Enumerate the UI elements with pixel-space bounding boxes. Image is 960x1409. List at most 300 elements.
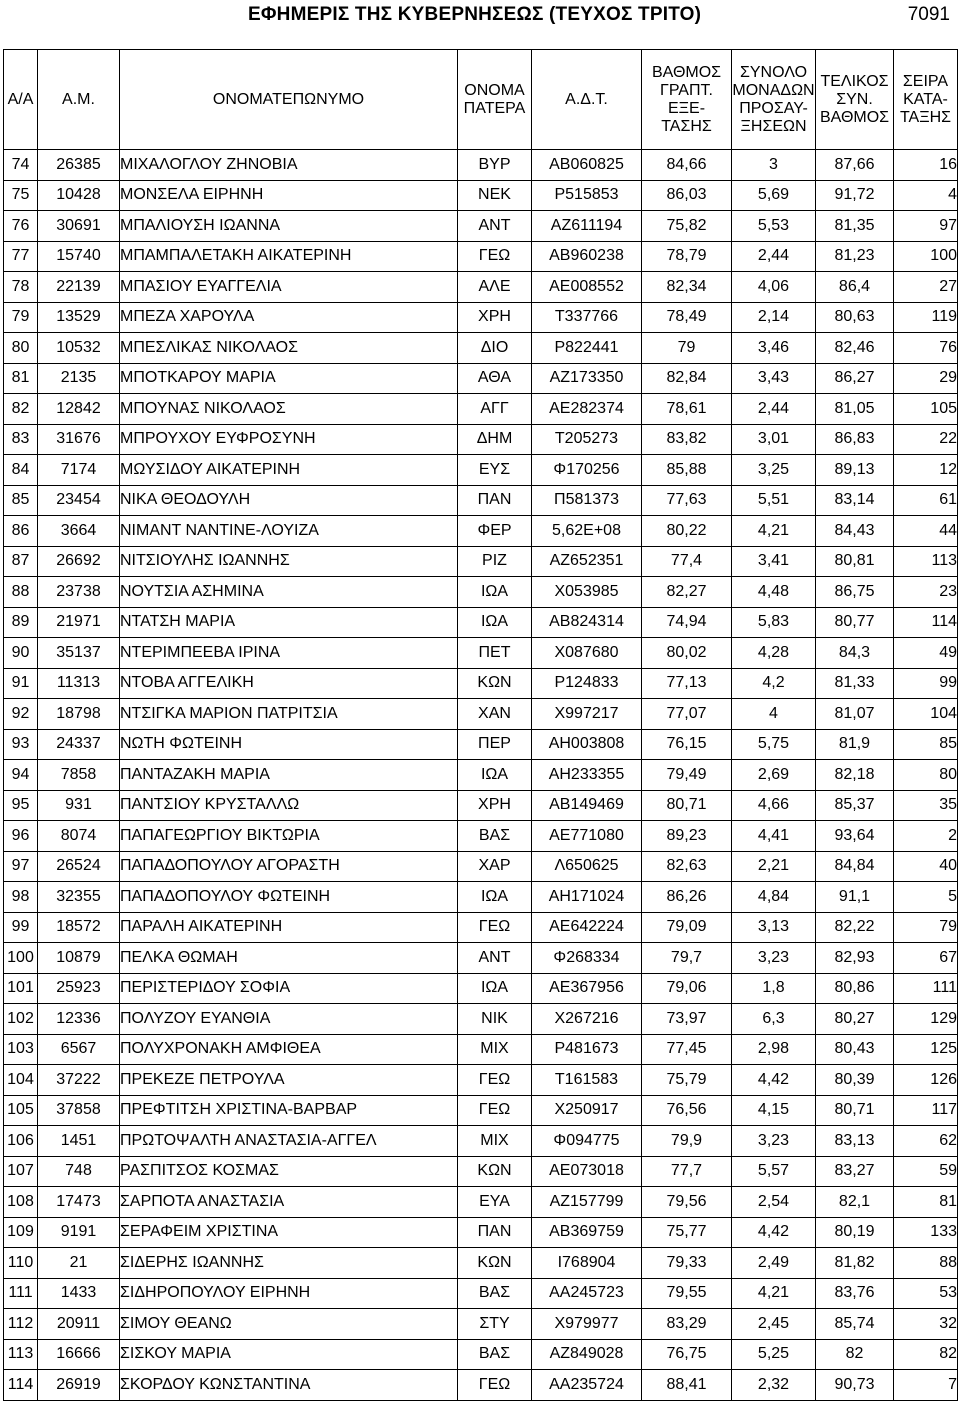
row-written-score-cell: 79,06: [642, 973, 732, 1004]
row-id-card-cell: Χ267216: [532, 1004, 642, 1035]
row-aa-cell: 74: [4, 150, 38, 181]
row-rank-cell: 62: [894, 1126, 958, 1157]
row-father-name-cell: ΧΡΗ: [458, 790, 532, 821]
table-row: [4, 638, 958, 669]
row-written-score-cell: 78,61: [642, 394, 732, 425]
row-am-cell: 13529: [38, 302, 120, 333]
row-father-name-cell: ΓΕΩ: [458, 1095, 532, 1126]
row-fullname-cell: ΝΟΥΤΣΙΑ ΑΣΗΜΙΝΑ: [120, 577, 458, 608]
table-row: [4, 272, 958, 303]
table-row: [4, 760, 958, 791]
row-aa-cell: 96: [4, 821, 38, 852]
row-bonus-units-cell: 5,51: [732, 485, 816, 516]
table-row: [4, 1309, 958, 1340]
table-row: [4, 1217, 958, 1248]
row-rank-cell: 117: [894, 1095, 958, 1126]
row-final-score-cell: 80,39: [816, 1065, 894, 1096]
row-final-score-cell: 80,77: [816, 607, 894, 638]
row-father-name-cell: ΓΕΩ: [458, 1370, 532, 1401]
row-bonus-units-cell: 2,14: [732, 302, 816, 333]
row-fullname-cell: ΠΑΡΑΛΗ ΑΙΚΑΤΕΡΙΝΗ: [120, 912, 458, 943]
row-am-cell: 16666: [38, 1339, 120, 1370]
row-father-name-cell: ΜΙΧ: [458, 1034, 532, 1065]
row-final-score-cell: 82,93: [816, 943, 894, 974]
table-row: [4, 882, 958, 913]
table-row: [4, 973, 958, 1004]
row-aa-cell: 99: [4, 912, 38, 943]
row-bonus-units-cell: 4,21: [732, 516, 816, 547]
row-final-score-cell: 83,14: [816, 485, 894, 516]
row-final-score-cell: 81,82: [816, 1248, 894, 1279]
row-bonus-units-cell: 3,41: [732, 546, 816, 577]
row-id-card-cell: ΑΒ149469: [532, 790, 642, 821]
row-written-score-cell: 80,22: [642, 516, 732, 547]
table-row: [4, 363, 958, 394]
table-row: [4, 1187, 958, 1218]
row-am-cell: 17473: [38, 1187, 120, 1218]
row-am-cell: 30691: [38, 211, 120, 242]
col-rank-header: [894, 50, 958, 150]
row-bonus-units-cell: 4,41: [732, 821, 816, 852]
row-rank-cell: 7: [894, 1370, 958, 1401]
row-bonus-units-cell: 2,69: [732, 760, 816, 791]
row-fullname-cell: ΝΤΟΒΑ ΑΓΓΕΛΙΚΗ: [120, 668, 458, 699]
row-id-card-cell: Ρ124833: [532, 668, 642, 699]
row-father-name-cell: ΕΥΑ: [458, 1187, 532, 1218]
row-fullname-cell: ΣΙΣΚΟΥ ΜΑΡΙΑ: [120, 1339, 458, 1370]
row-bonus-units-cell: 4,42: [732, 1065, 816, 1096]
row-fullname-cell: ΣΙΔΗΡΟΠΟΥΛΟΥ ΕΙΡΗΝΗ: [120, 1278, 458, 1309]
row-aa-cell: 84: [4, 455, 38, 486]
row-aa-cell: 114: [4, 1370, 38, 1401]
row-bonus-units-cell: 5,75: [732, 729, 816, 760]
row-fullname-cell: ΠΕΡΙΣΤΕΡΙΔΟΥ ΣΟΦΙΑ: [120, 973, 458, 1004]
row-aa-cell: 81: [4, 363, 38, 394]
row-rank-cell: 104: [894, 699, 958, 730]
row-rank-cell: 5: [894, 882, 958, 913]
row-id-card-cell: Χ087680: [532, 638, 642, 669]
row-father-name-cell: ΧΑΡ: [458, 851, 532, 882]
col-am-header: [38, 50, 120, 150]
row-bonus-units-cell: 4,15: [732, 1095, 816, 1126]
results-table: [3, 49, 958, 1401]
row-father-name-cell: ΙΩΑ: [458, 577, 532, 608]
row-id-card-cell: Ρ515853: [532, 180, 642, 211]
row-rank-cell: 49: [894, 638, 958, 669]
row-father-name-cell: ΒΥΡ: [458, 150, 532, 181]
row-bonus-units-cell: 2,98: [732, 1034, 816, 1065]
table-row: [4, 790, 958, 821]
row-rank-cell: 81: [894, 1187, 958, 1218]
row-final-score-cell: 90,73: [816, 1370, 894, 1401]
row-final-score-cell: 81,33: [816, 668, 894, 699]
row-father-name-cell: ΠΑΝ: [458, 1217, 532, 1248]
row-fullname-cell: ΜΙΧΑΛΟΓΛΟΥ ΖΗΝΟΒΙΑ: [120, 150, 458, 181]
table-row: [4, 851, 958, 882]
row-am-cell: 23738: [38, 577, 120, 608]
row-final-score-cell: 82,46: [816, 333, 894, 364]
row-id-card-cell: Τ205273: [532, 424, 642, 455]
row-rank-cell: 125: [894, 1034, 958, 1065]
table-row: [4, 1126, 958, 1157]
row-final-score-cell: 80,71: [816, 1095, 894, 1126]
row-id-card-cell: ΑΗ171024: [532, 882, 642, 913]
row-id-card-cell: Φ094775: [532, 1126, 642, 1157]
row-rank-cell: 80: [894, 760, 958, 791]
row-fullname-cell: ΣΙΜΟΥ ΘΕΑΝΩ: [120, 1309, 458, 1340]
row-written-score-cell: 73,97: [642, 1004, 732, 1035]
row-rank-cell: 85: [894, 729, 958, 760]
row-id-card-cell: ΑΖ173350: [532, 363, 642, 394]
row-id-card-cell: Χ997217: [532, 699, 642, 730]
row-final-score-cell: 85,74: [816, 1309, 894, 1340]
row-am-cell: 26919: [38, 1370, 120, 1401]
row-father-name-cell: ΙΩΑ: [458, 607, 532, 638]
row-written-score-cell: 76,56: [642, 1095, 732, 1126]
row-aa-cell: 82: [4, 394, 38, 425]
row-aa-cell: 109: [4, 1217, 38, 1248]
row-final-score-cell: 86,83: [816, 424, 894, 455]
row-final-score-cell: 87,66: [816, 150, 894, 181]
table-row: [4, 699, 958, 730]
row-aa-cell: 78: [4, 272, 38, 303]
row-fullname-cell: ΜΠΕΣΛΙΚΑΣ ΝΙΚΟΛΑΟΣ: [120, 333, 458, 364]
row-fullname-cell: ΜΠΕΖΑ ΧΑΡΟΥΛΑ: [120, 302, 458, 333]
row-bonus-units-cell: 4,06: [732, 272, 816, 303]
row-am-cell: 748: [38, 1156, 120, 1187]
col-aa-header: [4, 50, 38, 150]
row-final-score-cell: 84,3: [816, 638, 894, 669]
table-row: [4, 729, 958, 760]
row-am-cell: 24337: [38, 729, 120, 760]
row-bonus-units-cell: 6,3: [732, 1004, 816, 1035]
row-written-score-cell: 77,07: [642, 699, 732, 730]
row-am-cell: 35137: [38, 638, 120, 669]
row-father-name-cell: ΒΑΣ: [458, 821, 532, 852]
row-written-score-cell: 83,82: [642, 424, 732, 455]
row-father-name-cell: ΚΩΝ: [458, 668, 532, 699]
row-final-score-cell: 82,22: [816, 912, 894, 943]
gazette-title: ΕΦΗΜΕΡΙΣ ΤΗΣ ΚΥΒΕΡΝΗΣΕΩΣ (ΤΕΥΧΟΣ ΤΡΙΤΟ): [248, 4, 702, 25]
row-final-score-cell: 80,27: [816, 1004, 894, 1035]
row-final-score-cell: 86,27: [816, 363, 894, 394]
row-rank-cell: 114: [894, 607, 958, 638]
row-written-score-cell: 75,79: [642, 1065, 732, 1096]
row-final-score-cell: 91,72: [816, 180, 894, 211]
row-father-name-cell: ΧΑΝ: [458, 699, 532, 730]
row-aa-cell: 95: [4, 790, 38, 821]
row-bonus-units-cell: 3,46: [732, 333, 816, 364]
row-fullname-cell: ΠΑΠΑΔΟΠΟΥΛΟΥ ΑΓΟΡΑΣΤΗ: [120, 851, 458, 882]
row-fullname-cell: ΣΚΟΡΔΟΥ ΚΩΝΣΤΑΝΤΙΝΑ: [120, 1370, 458, 1401]
row-father-name-cell: ΝΕΚ: [458, 180, 532, 211]
row-father-name-cell: ΣΤΥ: [458, 1309, 532, 1340]
row-am-cell: 22139: [38, 272, 120, 303]
row-id-card-cell: ΑΒ369759: [532, 1217, 642, 1248]
row-written-score-cell: 88,41: [642, 1370, 732, 1401]
row-fullname-cell: ΝΤΣΙΓΚΑ ΜΑΡΙΟΝ ΠΑΤΡΙΤΣΙΑ: [120, 699, 458, 730]
row-am-cell: 25923: [38, 973, 120, 1004]
row-aa-cell: 80: [4, 333, 38, 364]
row-aa-cell: 110: [4, 1248, 38, 1279]
row-am-cell: 21: [38, 1248, 120, 1279]
row-am-cell: 6567: [38, 1034, 120, 1065]
row-id-card-cell: 5,62E+08: [532, 516, 642, 547]
row-am-cell: 931: [38, 790, 120, 821]
column-header-label: ΣΥΝΟΛΟ ΜΟΝΑΔΩΝ ΠΡΟΣΑΥ- ΞΗΣΕΩΝ: [732, 63, 815, 135]
row-id-card-cell: Τ161583: [532, 1065, 642, 1096]
row-final-score-cell: 81,23: [816, 241, 894, 272]
row-aa-cell: 85: [4, 485, 38, 516]
table-row: [4, 912, 958, 943]
row-aa-cell: 79: [4, 302, 38, 333]
row-aa-cell: 111: [4, 1278, 38, 1309]
row-written-score-cell: 79,55: [642, 1278, 732, 1309]
row-rank-cell: 61: [894, 485, 958, 516]
row-rank-cell: 100: [894, 241, 958, 272]
row-final-score-cell: 83,76: [816, 1278, 894, 1309]
row-fullname-cell: ΝΙΜΑΝΤ ΝΑΝΤΙΝΕ-ΛΟΥΙΖΑ: [120, 516, 458, 547]
row-written-score-cell: 86,26: [642, 882, 732, 913]
row-am-cell: 10879: [38, 943, 120, 974]
row-father-name-cell: ΙΩΑ: [458, 973, 532, 1004]
row-final-score-cell: 93,64: [816, 821, 894, 852]
row-am-cell: 3664: [38, 516, 120, 547]
row-bonus-units-cell: 5,25: [732, 1339, 816, 1370]
row-bonus-units-cell: 1,8: [732, 973, 816, 1004]
page-number: 7091: [907, 4, 950, 25]
row-father-name-cell: ΑΝΤ: [458, 211, 532, 242]
row-id-card-cell: Χ979977: [532, 1309, 642, 1340]
row-am-cell: 20911: [38, 1309, 120, 1340]
row-am-cell: 10428: [38, 180, 120, 211]
row-fullname-cell: ΝΤΕΡΙΜΠΕΕΒΑ ΙΡΙΝΑ: [120, 638, 458, 669]
row-bonus-units-cell: 4,66: [732, 790, 816, 821]
row-rank-cell: 4: [894, 180, 958, 211]
col-id-card-header: [532, 50, 642, 150]
row-id-card-cell: ΑΕ073018: [532, 1156, 642, 1187]
row-aa-cell: 75: [4, 180, 38, 211]
row-written-score-cell: 84,66: [642, 150, 732, 181]
row-rank-cell: 44: [894, 516, 958, 547]
row-rank-cell: 119: [894, 302, 958, 333]
row-final-score-cell: 80,43: [816, 1034, 894, 1065]
row-aa-cell: 112: [4, 1309, 38, 1340]
row-final-score-cell: 82,18: [816, 760, 894, 791]
row-father-name-cell: ΑΛΕ: [458, 272, 532, 303]
table-row: [4, 1278, 958, 1309]
row-bonus-units-cell: 5,69: [732, 180, 816, 211]
row-id-card-cell: ΑΕ642224: [532, 912, 642, 943]
row-rank-cell: 35: [894, 790, 958, 821]
row-final-score-cell: 81,05: [816, 394, 894, 425]
row-am-cell: 7858: [38, 760, 120, 791]
row-aa-cell: 104: [4, 1065, 38, 1096]
row-bonus-units-cell: 4,2: [732, 668, 816, 699]
row-aa-cell: 76: [4, 211, 38, 242]
column-header-label: Α/Α: [7, 90, 34, 108]
row-id-card-cell: ΑΒ060825: [532, 150, 642, 181]
row-written-score-cell: 79,9: [642, 1126, 732, 1157]
row-bonus-units-cell: 3: [732, 150, 816, 181]
row-am-cell: 7174: [38, 455, 120, 486]
row-rank-cell: 97: [894, 211, 958, 242]
row-father-name-cell: ΚΩΝ: [458, 1156, 532, 1187]
row-bonus-units-cell: 3,01: [732, 424, 816, 455]
row-aa-cell: 91: [4, 668, 38, 699]
row-written-score-cell: 79,56: [642, 1187, 732, 1218]
row-fullname-cell: ΣΑΡΠΟΤΑ ΑΝΑΣΤΑΣΙΑ: [120, 1187, 458, 1218]
row-bonus-units-cell: 4,48: [732, 577, 816, 608]
row-fullname-cell: ΣΙΔΕΡΗΣ ΙΩΑΝΝΗΣ: [120, 1248, 458, 1279]
table-row: [4, 211, 958, 242]
row-aa-cell: 97: [4, 851, 38, 882]
row-am-cell: 23454: [38, 485, 120, 516]
column-header-label: ΟΝΟΜΑΤΕΠΩΝΥΜΟ: [212, 90, 365, 108]
row-father-name-cell: ΒΑΣ: [458, 1278, 532, 1309]
row-rank-cell: 82: [894, 1339, 958, 1370]
row-am-cell: 21971: [38, 607, 120, 638]
row-rank-cell: 53: [894, 1278, 958, 1309]
row-written-score-cell: 82,63: [642, 851, 732, 882]
row-am-cell: 8074: [38, 821, 120, 852]
row-rank-cell: 88: [894, 1248, 958, 1279]
row-father-name-cell: ΧΡΗ: [458, 302, 532, 333]
row-fullname-cell: ΝΙΚΑ ΘΕΟΔΟΥΛΗ: [120, 485, 458, 516]
row-rank-cell: 99: [894, 668, 958, 699]
row-final-score-cell: 81,35: [816, 211, 894, 242]
row-bonus-units-cell: 5,57: [732, 1156, 816, 1187]
col-father-name-header: [458, 50, 532, 150]
row-final-score-cell: 82: [816, 1339, 894, 1370]
row-rank-cell: 12: [894, 455, 958, 486]
row-final-score-cell: 84,84: [816, 851, 894, 882]
table-row: [4, 1248, 958, 1279]
row-rank-cell: 16: [894, 150, 958, 181]
row-written-score-cell: 77,4: [642, 546, 732, 577]
row-bonus-units-cell: 2,44: [732, 394, 816, 425]
row-final-score-cell: 82,1: [816, 1187, 894, 1218]
row-fullname-cell: ΡΑΣΠΙΤΣΟΣ ΚΟΣΜΑΣ: [120, 1156, 458, 1187]
row-written-score-cell: 82,27: [642, 577, 732, 608]
col-final-score-header: [816, 50, 894, 150]
column-header-label: ΒΑΘΜΟΣ ΓΡΑΠΤ. ΕΞΕ- ΤΑΣΗΣ: [651, 63, 722, 135]
row-bonus-units-cell: 2,21: [732, 851, 816, 882]
row-final-score-cell: 81,9: [816, 729, 894, 760]
row-father-name-cell: ΑΝΤ: [458, 943, 532, 974]
row-father-name-cell: ΕΥΣ: [458, 455, 532, 486]
row-aa-cell: 113: [4, 1339, 38, 1370]
row-fullname-cell: ΠΟΛΥΖΟΥ ΕΥΑΝΘΙΑ: [120, 1004, 458, 1035]
row-father-name-cell: ΝΙΚ: [458, 1004, 532, 1035]
row-father-name-cell: ΠΕΤ: [458, 638, 532, 669]
row-rank-cell: 22: [894, 424, 958, 455]
row-aa-cell: 106: [4, 1126, 38, 1157]
row-fullname-cell: ΝΤΑΤΣΗ ΜΑΡΙΑ: [120, 607, 458, 638]
table-body: [4, 150, 958, 1401]
row-am-cell: 12842: [38, 394, 120, 425]
row-written-score-cell: 75,82: [642, 211, 732, 242]
row-written-score-cell: 78,79: [642, 241, 732, 272]
row-fullname-cell: ΝΙΤΣΙΟΥΛΗΣ ΙΩΑΝΝΗΣ: [120, 546, 458, 577]
row-bonus-units-cell: 3,13: [732, 912, 816, 943]
row-father-name-cell: ΓΕΩ: [458, 912, 532, 943]
row-written-score-cell: 78,49: [642, 302, 732, 333]
row-id-card-cell: Ι768904: [532, 1248, 642, 1279]
row-bonus-units-cell: 4,28: [732, 638, 816, 669]
table-row: [4, 1034, 958, 1065]
row-fullname-cell: ΜΠΟΤΚΑΡΟΥ ΜΑΡΙΑ: [120, 363, 458, 394]
column-header-label: Α.Μ.: [62, 90, 95, 108]
row-id-card-cell: Ρ481673: [532, 1034, 642, 1065]
table-row: [4, 241, 958, 272]
row-rank-cell: 126: [894, 1065, 958, 1096]
row-written-score-cell: 79,33: [642, 1248, 732, 1279]
row-written-score-cell: 80,71: [642, 790, 732, 821]
row-rank-cell: 113: [894, 546, 958, 577]
row-rank-cell: 40: [894, 851, 958, 882]
row-fullname-cell: ΜΩΥΣΙΔΟΥ ΑΙΚΑΤΕΡΙΝΗ: [120, 455, 458, 486]
row-aa-cell: 92: [4, 699, 38, 730]
row-written-score-cell: 74,94: [642, 607, 732, 638]
row-am-cell: 26524: [38, 851, 120, 882]
row-bonus-units-cell: 5,53: [732, 211, 816, 242]
column-header-label: ΟΝΟΜΑ ΠΑΤΕΡΑ: [463, 81, 526, 117]
row-am-cell: 2135: [38, 363, 120, 394]
row-final-score-cell: 91,1: [816, 882, 894, 913]
row-final-score-cell: 83,27: [816, 1156, 894, 1187]
table-row: [4, 424, 958, 455]
row-id-card-cell: Τ337766: [532, 302, 642, 333]
row-aa-cell: 107: [4, 1156, 38, 1187]
row-id-card-cell: ΑΒ960238: [532, 241, 642, 272]
row-am-cell: 11313: [38, 668, 120, 699]
row-final-score-cell: 80,19: [816, 1217, 894, 1248]
row-fullname-cell: ΝΩΤΗ ΦΩΤΕΙΝΗ: [120, 729, 458, 760]
row-written-score-cell: 82,34: [642, 272, 732, 303]
row-rank-cell: 133: [894, 1217, 958, 1248]
row-aa-cell: 87: [4, 546, 38, 577]
row-rank-cell: 105: [894, 394, 958, 425]
row-id-card-cell: ΑΖ157799: [532, 1187, 642, 1218]
row-fullname-cell: ΠΑΠΑΓΕΩΡΓΙΟΥ ΒΙΚΤΩΡΙΑ: [120, 821, 458, 852]
row-id-card-cell: ΑΑ235724: [532, 1370, 642, 1401]
row-aa-cell: 83: [4, 424, 38, 455]
row-fullname-cell: ΜΠΑΣΙΟΥ ΕΥΑΓΓΕΛΙΑ: [120, 272, 458, 303]
row-am-cell: 26385: [38, 150, 120, 181]
row-rank-cell: 79: [894, 912, 958, 943]
row-written-score-cell: 79,09: [642, 912, 732, 943]
row-id-card-cell: Χ053985: [532, 577, 642, 608]
row-written-score-cell: 89,23: [642, 821, 732, 852]
row-fullname-cell: ΠΑΝΤΑΖΑΚΗ ΜΑΡΙΑ: [120, 760, 458, 791]
row-aa-cell: 90: [4, 638, 38, 669]
row-rank-cell: 29: [894, 363, 958, 394]
row-final-score-cell: 89,13: [816, 455, 894, 486]
table-row: [4, 1339, 958, 1370]
row-father-name-cell: ΠΑΝ: [458, 485, 532, 516]
column-header-label: Α.Δ.Τ.: [565, 90, 608, 108]
row-id-card-cell: ΑΕ367956: [532, 973, 642, 1004]
row-final-score-cell: 80,63: [816, 302, 894, 333]
col-written-score-header: [642, 50, 732, 150]
row-final-score-cell: 84,43: [816, 516, 894, 547]
row-aa-cell: 93: [4, 729, 38, 760]
row-aa-cell: 94: [4, 760, 38, 791]
row-id-card-cell: ΑΖ611194: [532, 211, 642, 242]
row-id-card-cell: ΑΗ233355: [532, 760, 642, 791]
row-father-name-cell: ΦΕΡ: [458, 516, 532, 547]
